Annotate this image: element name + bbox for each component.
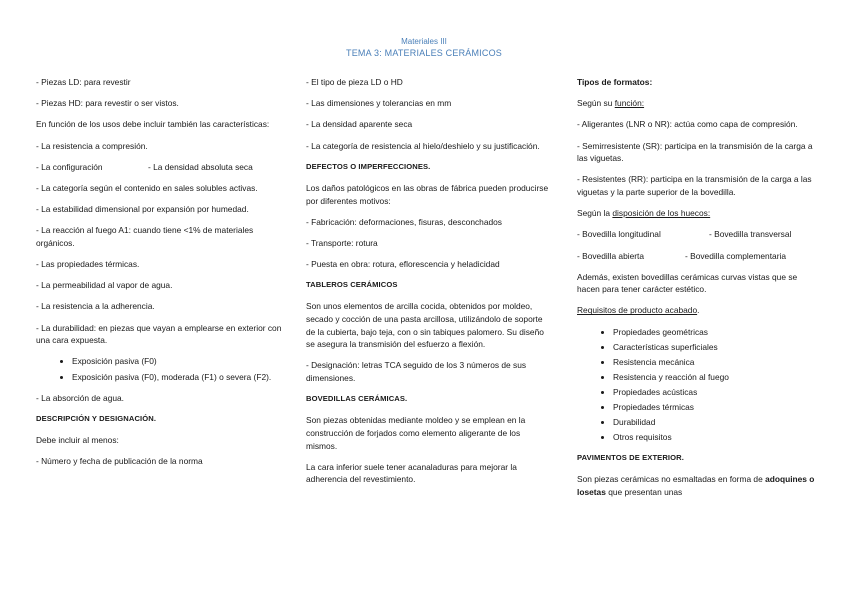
text-span: Son piezas cerámicas no esmaltadas en forma de	[577, 473, 766, 484]
text-line: Son piezas obtenidas mediante moldeo y se emplean en la construcción de forjados como elemento aligerante de los mismos.	[306, 415, 526, 451]
text-span: Según la	[577, 208, 613, 219]
section-heading: BOVEDILLAS CERÁMICAS.	[306, 394, 408, 404]
text-line: - Fabricación: deformaciones, fisuras, desconchados	[306, 216, 502, 227]
text-line	[577, 473, 817, 498]
text-line: - Designación: letras TCA seguido de los 3 números de sus dimensiones.	[306, 360, 527, 384]
list-item: • Exposición pasiva (F0)	[72, 355, 284, 368]
text-line: - Bovedilla complementaria	[685, 250, 787, 261]
text-line: - La reacción al fuego A1: cuando tiene <1% de materiales orgánicos.	[36, 225, 254, 248]
list-item: • Otros requisitos	[613, 431, 817, 444]
text-line: - Aligerantes (LNR o NR): actúa como capa de compresión.	[577, 119, 798, 130]
text-line: Además, existen bovedillas cerámicas curvas vistas que se hacen para tener carácter estético.	[577, 271, 798, 295]
text-line-pair	[36, 161, 284, 174]
list-item: • Propiedades geométricas	[613, 326, 817, 339]
text-span: Según su	[577, 98, 615, 109]
text-line: - La resistencia a la adherencia.	[36, 301, 155, 312]
text-line: - Piezas LD: para revestir	[36, 77, 131, 87]
text-line: - La permeabilidad al vapor de agua.	[36, 280, 173, 291]
text-span: .	[697, 305, 700, 316]
text-line-pair	[577, 228, 817, 241]
underlined-term: función:	[614, 98, 645, 109]
list-item: • Resistencia y reacción al fuego	[613, 371, 817, 384]
section-heading: PAVIMENTOS DE EXTERIOR.	[577, 452, 684, 462]
text-line: - Transporte: rotura	[306, 237, 378, 248]
bold-term: adoquines o losetas	[577, 473, 815, 497]
subject-title: Materiales III	[401, 37, 447, 46]
text-line: - La densidad aparente seca	[306, 119, 413, 130]
text-line: - Semirresistente (SR): participa en la transmisión de la carga a las viguetas.	[577, 140, 813, 164]
list-item: • Resistencia mecánica	[613, 356, 817, 369]
bullet-list	[36, 355, 284, 383]
page-header	[0, 36, 848, 60]
underlined-term: disposición de los huecos:	[612, 208, 711, 219]
text-line: - Bovedilla abierta	[577, 250, 645, 261]
text-line: - Número y fecha de publicación de la norma	[36, 456, 203, 467]
text-line: - La categoría según el contenido en sales solubles activas.	[36, 182, 258, 193]
text-line: - El tipo de pieza LD o HD	[306, 77, 403, 87]
text-line: Los daños patológicos en las obras de fábrica pueden producirse por diferentes motivos:	[306, 182, 549, 206]
section-heading: Tipos de formatos:	[577, 77, 653, 87]
section-heading: DEFECTOS O IMPERFECCIONES.	[306, 161, 431, 171]
text-line: - La absorción de agua.	[36, 392, 124, 403]
section-heading: TABLEROS CERÁMICOS	[306, 280, 398, 290]
requirements-list	[577, 326, 817, 443]
text-line: - Las propiedades térmicas.	[36, 259, 140, 270]
column-1	[36, 76, 284, 477]
text-line: En función de los usos debe incluir también las características:	[36, 119, 270, 130]
section-heading: DESCRIPCIÓN Y DESIGNACIÓN.	[36, 414, 157, 423]
text-line: - La densidad absoluta seca	[148, 161, 253, 172]
text-line: - La durabilidad: en piezas que vayan a emplearse en exterior con una cara expuesta.	[36, 322, 282, 346]
text-line: Debe incluir al menos:	[36, 435, 119, 446]
text-line: - Puesta en obra: rotura, eflorescencia y heladicidad	[306, 259, 500, 270]
text-line: - Las dimensiones y tolerancias en mm	[306, 98, 452, 109]
text-line: La cara inferior suele tener acanaladuras para mejorar la adherencia del revestimiento.	[306, 461, 517, 485]
text-line: - La configuración	[36, 161, 103, 172]
text-line: - La resistencia a compresión.	[36, 140, 148, 151]
text-line	[577, 304, 817, 317]
list-item: • Propiedades acústicas	[613, 386, 817, 399]
list-item: • Características superficiales	[613, 341, 817, 354]
text-line	[577, 97, 817, 110]
text-line-pair	[577, 250, 817, 263]
text-line: - Piezas HD: para revestir o ser vistos.	[36, 98, 179, 109]
list-item: • Exposición pasiva (F0), moderada (F1) o severa (F2).	[72, 371, 284, 384]
text-span: que presentan unas	[605, 486, 683, 497]
list-item: • Propiedades térmicas	[613, 401, 817, 414]
text-line: - Bovedilla longitudinal	[577, 229, 661, 240]
text-line: - La categoría de resistencia al hielo/deshielo y su justificación.	[306, 140, 540, 151]
text-line: - Bovedilla transversal	[709, 229, 792, 240]
text-line: - La estabilidad dimensional por expansión por humedad.	[36, 204, 249, 215]
column-2	[306, 76, 550, 495]
text-line: - Resistentes (RR): participa en la transmisión de la carga a las viguetas y la parte superior de la bovedilla.	[577, 174, 812, 197]
list-item: • Durabilidad	[613, 416, 817, 429]
text-line	[577, 207, 817, 220]
underlined-term: Requisitos de producto acabado	[577, 305, 698, 316]
text-line: Son unos elementos de arcilla cocida, obtenidos por moldeo, secado y cocción de una pasta arcillosa, utilizándolo de soporte de la cubierta, bajo teja, con o sin tabiques palomero. Su diseño se asegura la transmisión del esfuerzo a flexión.	[306, 301, 544, 350]
column-3	[577, 76, 817, 507]
topic-title: TEMA 3: MATERIALES CERÁMICOS	[346, 48, 502, 58]
